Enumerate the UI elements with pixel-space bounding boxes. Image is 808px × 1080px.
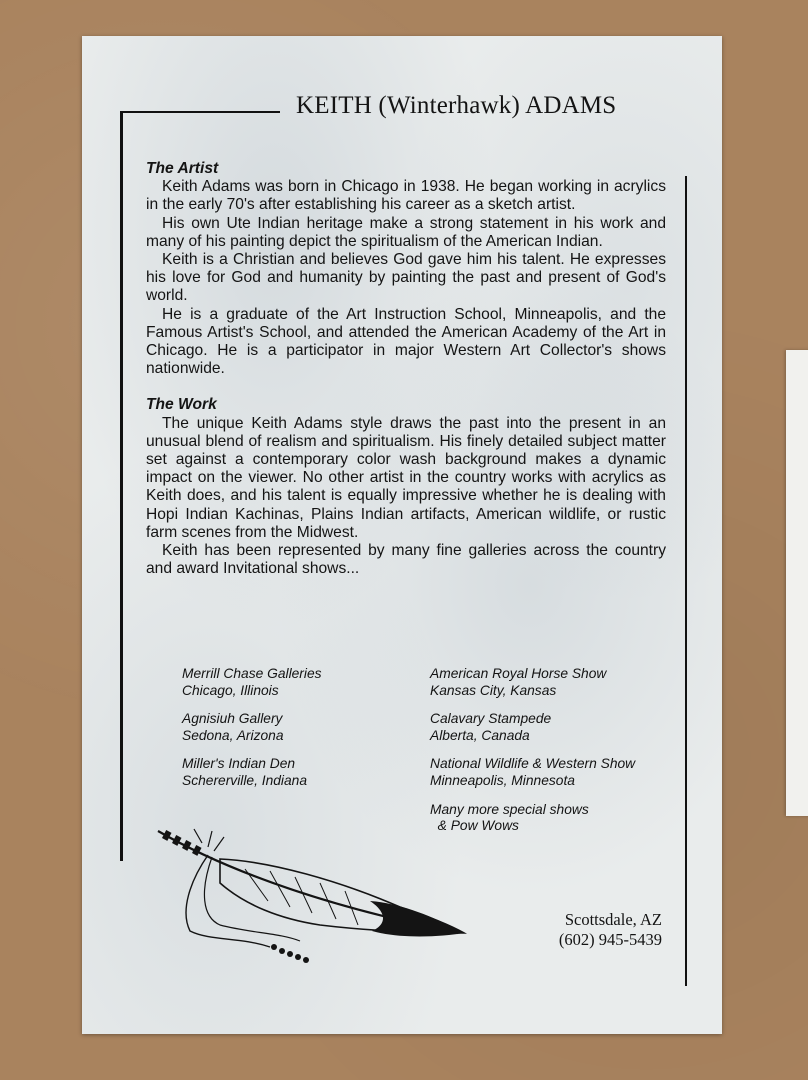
- venue-item: [430, 666, 690, 699]
- venue-column-right: [430, 666, 690, 847]
- contact-city: Scottsdale, AZ: [564, 910, 662, 929]
- venue-column-left: [182, 666, 422, 802]
- right-border-rule: [685, 176, 687, 986]
- artist-paragraph: Keith is a Christian and believes God gave him his talent. He expresses his love for God and humanity by painting the past and present of God's world.: [146, 251, 666, 305]
- artist-paragraph: His own Ute Indian heritage make a strong statement in his work and many of his painting depict the spiritualism of the American Indian.: [146, 214, 666, 250]
- venue-location: Chicago, Illinois: [182, 682, 279, 698]
- venue-name: Miller's Indian Den: [182, 756, 296, 772]
- title-rule: [120, 111, 280, 113]
- venue-location: Kansas City, Kansas: [430, 682, 557, 698]
- venue-item: [430, 756, 690, 789]
- venue-item: [430, 711, 690, 744]
- venue-item: [182, 711, 422, 744]
- venue-location: & Pow Wows: [430, 818, 519, 834]
- artist-paragraph: He is a graduate of the Art Instruction School, Minneapolis, and the Famous Artist's School, and attended the American Academy of the Art in Chicago. He is a participator in major Western Art Collector's shows nationwide.: [146, 305, 666, 378]
- bio-content: [146, 160, 666, 578]
- venue-name: Calavary Stampede: [430, 711, 552, 727]
- venue-name: Many more special shows: [430, 801, 589, 817]
- venue-name: Merrill Chase Galleries: [182, 666, 322, 681]
- venue-item: [182, 666, 422, 699]
- venue-name: National Wildlife & Western Show: [430, 756, 636, 772]
- artist-paragraph: Keith Adams was born in Chicago in 1938. He began working in acrylics in the early 70's after establishing his career as a sketch artist.: [146, 178, 666, 214]
- contact-phone: (602) 945-5439: [558, 930, 662, 949]
- left-border-rule: [120, 111, 123, 861]
- work-heading: The Work: [146, 396, 217, 414]
- work-paragraph: Keith has been represented by many fine galleries across the country and award Invitational shows...: [146, 542, 666, 578]
- venue-location: Sedona, Arizona: [182, 727, 284, 743]
- artist-heading: The Artist: [146, 160, 219, 177]
- venue-location: Alberta, Canada: [430, 727, 530, 743]
- venue-location: Minneapolis, Minnesota: [430, 772, 575, 788]
- venue-item: [182, 756, 422, 789]
- venue-name: American Royal Horse Show: [430, 666, 607, 681]
- page-title: KEITH (Winterhawk) ADAMS: [296, 92, 617, 119]
- venue-name: Agnisiuh Gallery: [182, 711, 283, 727]
- venue-location: Schererville, Indiana: [182, 772, 308, 788]
- contact-block: [522, 910, 662, 950]
- adjacent-card: [786, 350, 808, 816]
- work-paragraph: The unique Keith Adams style draws the past into the present in an unusual blend of realism and spiritualism. His finely detailed subject matter set against a contemporary color wash background makes a dynamic impact on the viewer. No other artist in the country works with acrylics as Keith does, and his talent is equally impressive whether he is dealing with Hopi Indian Kachinas, Plains Indian artifacts, American wildlife, or rustic farm scenes from the Midwest.: [146, 414, 666, 541]
- feather-icon: [150, 821, 470, 971]
- flyer-sheet: [82, 36, 722, 1034]
